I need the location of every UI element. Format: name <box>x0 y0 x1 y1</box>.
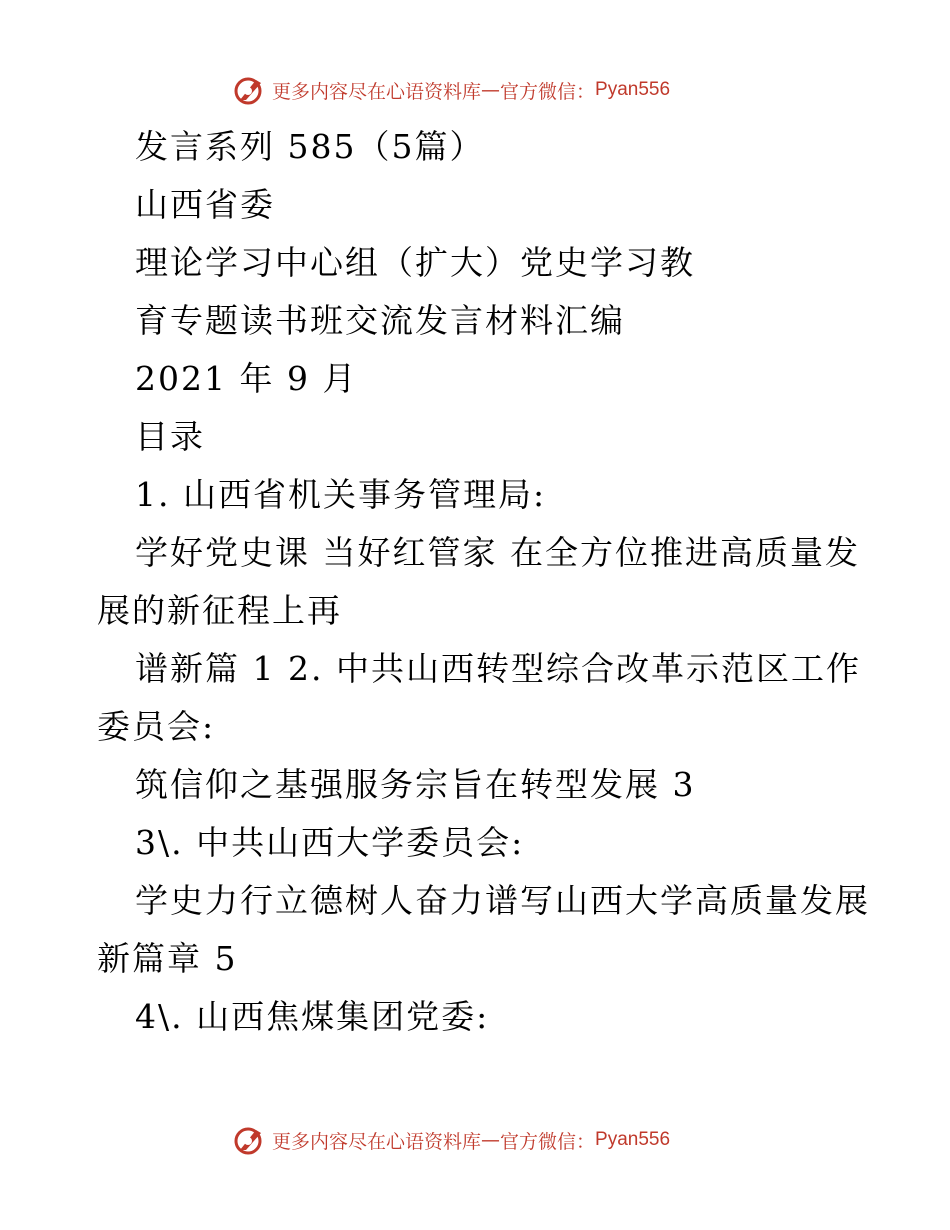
watermark-text: 更多内容尽在心语资料库 <box>272 80 482 103</box>
watermark-dash: — <box>481 79 501 101</box>
toc-item-2-title: 筑信仰之基强服务宗旨在转型发展 3 <box>135 765 696 804</box>
doc-date: 2021 年 9 月 <box>135 359 358 398</box>
toc-item-1-title-cont: 展的新征程上再 <box>97 591 342 630</box>
quill-logo-icon <box>234 74 266 106</box>
footer-watermark <box>234 1121 714 1159</box>
toc-item-1-org: 1. 山西省机关事务管理局: <box>135 475 547 514</box>
toc-item-3-title: 学史力行立德树人奋力谱写山西大学高质量发展 <box>135 881 870 920</box>
watermark-contact-label: 官方微信： <box>500 80 596 103</box>
org-name: 山西省委 <box>135 185 275 224</box>
toc-item-2-org: 谱新篇 1 2. 中共山西转型综合改革示范区工作 <box>135 649 861 688</box>
toc-item-4-org: 4\. 山西焦煤集团党委: <box>135 997 490 1036</box>
watermark-dash: — <box>481 1129 501 1151</box>
toc-heading: 目录 <box>135 417 205 456</box>
watermark-contact-label: 官方微信： <box>500 1130 596 1153</box>
document-body <box>97 118 870 1046</box>
series-title: 发言系列 585（5篇） <box>135 127 485 166</box>
doc-title-line-1: 理论学习中心组（扩大）党史学习教 <box>135 243 695 282</box>
toc-item-3-org: 3\. 中共山西大学委员会: <box>135 823 525 862</box>
header-watermark <box>234 71 714 109</box>
toc-item-3-title-cont: 新篇章 5 <box>97 939 238 978</box>
doc-title-line-2: 育专题读书班交流发言材料汇编 <box>135 301 625 340</box>
toc-item-1-title: 学好党史课 当好红管家 在全方位推进高质量发 <box>135 533 860 572</box>
toc-item-2-org-cont: 委员会: <box>97 707 216 746</box>
watermark-text: 更多内容尽在心语资料库 <box>272 1130 482 1153</box>
quill-logo-icon <box>234 1124 266 1156</box>
watermark-wechat-id: Pyan556 <box>595 79 671 100</box>
watermark-wechat-id: Pyan556 <box>595 1129 671 1150</box>
